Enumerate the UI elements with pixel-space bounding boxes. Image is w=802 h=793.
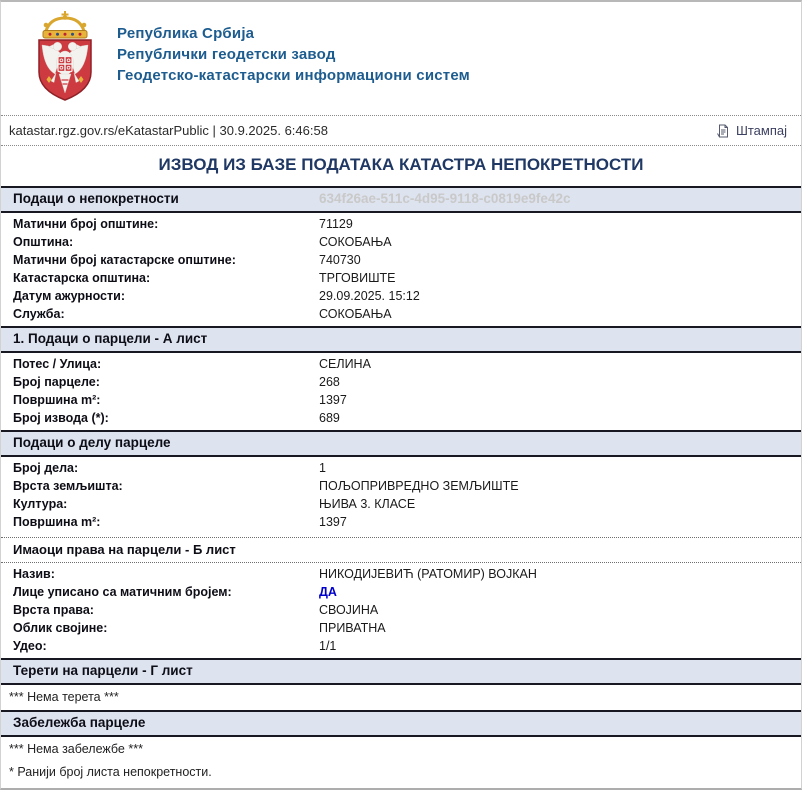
section-header-annotation bbox=[1, 710, 801, 737]
field-label: Врста права: bbox=[13, 603, 94, 617]
field-value: СОКОБАЊА bbox=[319, 307, 392, 321]
field-value: ПОЉОПРИВРЕДНО ЗЕМЉИШТЕ bbox=[319, 479, 519, 493]
section-title: Подаци о делу парцеле bbox=[13, 435, 171, 450]
page-title: ИЗВОД ИЗ БАЗЕ ПОДАТАКА КАТАСТРА НЕПОКРЕТНОСТИ bbox=[158, 155, 644, 174]
field-label: Датум ажурности: bbox=[13, 289, 125, 303]
field-label: Служба: bbox=[13, 307, 65, 321]
print-icon bbox=[716, 124, 730, 138]
field-row bbox=[1, 583, 801, 601]
field-value: 1/1 bbox=[319, 639, 337, 653]
field-value: ПРИВАТНА bbox=[319, 621, 386, 635]
field-value: ЊИВА 3. КЛАСЕ bbox=[319, 497, 416, 511]
print-button[interactable] bbox=[716, 123, 787, 138]
field-row bbox=[1, 251, 801, 269]
field-value: 1397 bbox=[319, 393, 347, 407]
field-label: Култура: bbox=[13, 497, 68, 511]
field-row bbox=[1, 305, 801, 323]
no-annotation-note: *** Нема забележбе *** bbox=[9, 742, 143, 756]
parcel-part-rows bbox=[1, 457, 801, 534]
field-value: СЕЛИНА bbox=[319, 357, 371, 371]
field-value: 1397 bbox=[319, 515, 347, 529]
field-label: Број дела: bbox=[13, 461, 79, 475]
field-label: Врста земљишта: bbox=[13, 479, 123, 493]
field-value: 71129 bbox=[319, 217, 353, 231]
field-label: Катастарска општина: bbox=[13, 271, 151, 285]
field-value: СОКОБАЊА bbox=[319, 235, 392, 249]
field-label: Удео: bbox=[13, 639, 47, 653]
field-row bbox=[1, 565, 801, 583]
field-row bbox=[1, 287, 801, 305]
field-label: Општина: bbox=[13, 235, 74, 249]
property-uuid: 634f26ae-511c-4d95-9118-c0819e9fe42c bbox=[319, 191, 571, 206]
section-title: Подаци о непокретности bbox=[13, 191, 179, 206]
field-label: Број парцеле: bbox=[13, 375, 100, 389]
section-header-parcel-part bbox=[1, 430, 801, 457]
masthead bbox=[1, 2, 801, 115]
field-label: Број извода (*): bbox=[13, 411, 109, 425]
field-row bbox=[1, 459, 801, 477]
field-label: Површина m²: bbox=[13, 515, 101, 529]
field-value: НИКОДИЈЕВИЋ (РАТОМИР) ВОЈКАН bbox=[319, 567, 537, 581]
field-row bbox=[1, 355, 801, 373]
section-header-property bbox=[1, 186, 801, 213]
org-titles bbox=[117, 10, 470, 86]
field-row bbox=[1, 269, 801, 287]
field-label: Потес / Улица: bbox=[13, 357, 102, 371]
field-value: СВОЈИНА bbox=[319, 603, 379, 617]
url-text: katastar.rgz.gov.rs/eKatastarPublic | 30.9.2025. 6:46:58 bbox=[9, 123, 328, 138]
org-line-agency: Републички геодетски завод bbox=[117, 46, 336, 63]
field-row bbox=[1, 391, 801, 409]
field-label: Матични број катастарске општине: bbox=[13, 253, 236, 267]
field-label: Површина m²: bbox=[13, 393, 101, 407]
print-label: Штампај bbox=[735, 123, 787, 138]
no-encumbrances-note: *** Нема терета *** bbox=[9, 690, 119, 704]
field-row bbox=[1, 215, 801, 233]
field-label: Матични број општине: bbox=[13, 217, 159, 231]
section-header-parcel-a bbox=[1, 326, 801, 353]
field-row bbox=[1, 601, 801, 619]
rights-b-rows bbox=[1, 563, 801, 658]
field-value: 689 bbox=[319, 411, 340, 425]
field-value: 740730 bbox=[319, 253, 361, 267]
field-row bbox=[1, 619, 801, 637]
org-line-system: Геодетско-катастарски информациони систем bbox=[117, 67, 470, 84]
field-label: Облик својине: bbox=[13, 621, 108, 635]
section-title: 1. Подаци о парцели - А лист bbox=[13, 331, 208, 346]
footnote: * Ранији број листа непокретности. bbox=[9, 765, 212, 779]
section-header-encumbrances-g bbox=[1, 658, 801, 685]
field-row bbox=[1, 233, 801, 251]
org-line-country: Република Србија bbox=[117, 25, 255, 42]
section-title: Терети на парцели - Г лист bbox=[13, 663, 193, 678]
serbia-coat-of-arms-icon bbox=[29, 10, 101, 102]
field-value: 268 bbox=[319, 375, 340, 389]
person-registered-link[interactable]: ДА bbox=[319, 585, 337, 599]
parcel-a-rows bbox=[1, 353, 801, 430]
field-row bbox=[1, 409, 801, 427]
field-row bbox=[1, 637, 801, 655]
field-row bbox=[1, 495, 801, 513]
field-value: 1 bbox=[319, 461, 326, 475]
field-value: ТРГОВИШТЕ bbox=[319, 271, 396, 285]
url-bar bbox=[1, 115, 801, 146]
section-title: Забележба парцеле bbox=[13, 715, 146, 730]
field-label: Лице уписано са матичним бројем: bbox=[13, 585, 232, 599]
field-value: 29.09.2025. 15:12 bbox=[319, 289, 420, 303]
property-rows bbox=[1, 213, 801, 326]
field-row bbox=[1, 477, 801, 495]
field-label: Назив: bbox=[13, 567, 55, 581]
section-title: Имаоци права на парцели - Б лист bbox=[13, 542, 236, 557]
field-row bbox=[1, 373, 801, 391]
section-header-rights-b bbox=[1, 537, 801, 563]
field-row bbox=[1, 513, 801, 531]
